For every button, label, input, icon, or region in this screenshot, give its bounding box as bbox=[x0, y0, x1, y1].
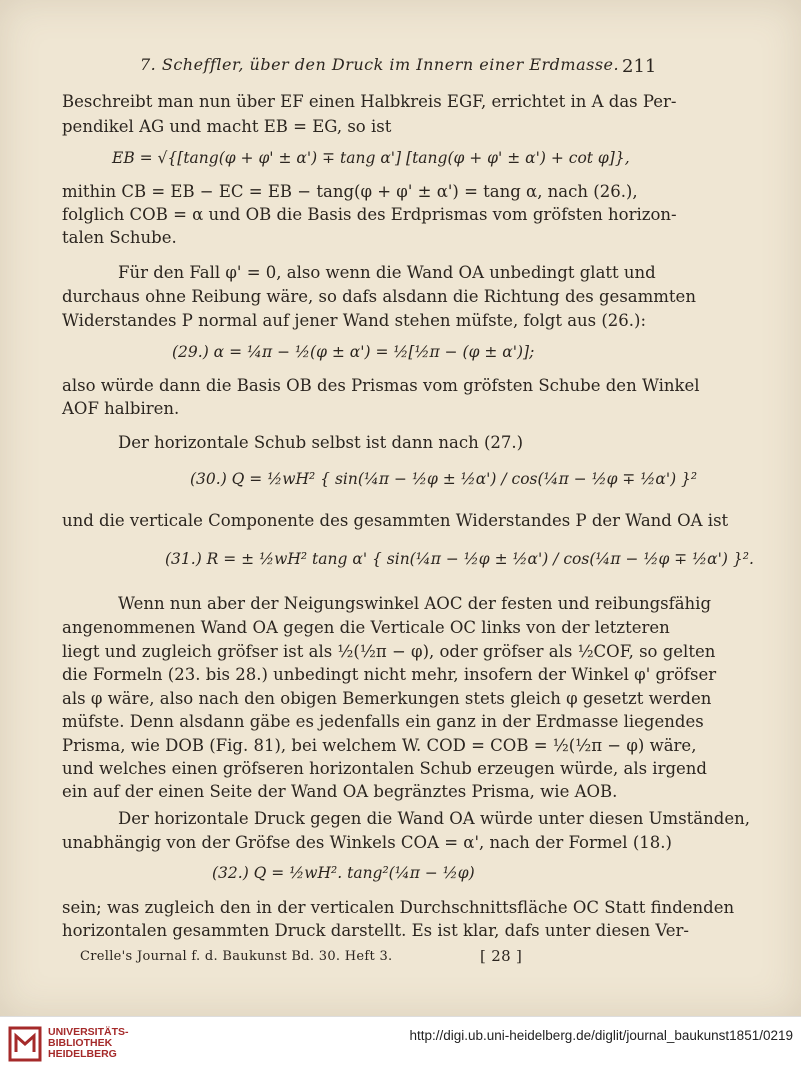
text-line: mithin CB = EB − EC = EB − tang(φ + φ' ± α') = tang α, nach (26.), bbox=[62, 182, 638, 201]
text-line: angenommenen Wand OA gegen die Verticale OC links von der letzteren bbox=[62, 618, 670, 637]
footer-journal: Crelle's Journal f. d. Baukunst Bd. 30. Heft 3. bbox=[80, 949, 393, 964]
equation-32: (32.) Q = ½wH². tang²(¼π − ½φ) bbox=[212, 864, 475, 882]
text-line: Prisma, wie DOB (Fig. 81), bei welchem W. COD = COB = ½(½π − φ) wäre, bbox=[62, 736, 697, 755]
text-line: Für den Fall φ' = 0, also wenn die Wand OA unbedingt glatt und bbox=[118, 263, 656, 282]
equation-30: (30.) Q = ½wH² { sin(¼π − ½φ ± ½α') / cos(¼π − ½φ ∓ ½α') }² bbox=[190, 470, 698, 488]
text-line: Beschreibt man nun über EF einen Halbkreis EGF, errichtet in A das Per- bbox=[62, 92, 677, 111]
text-line: AOF halbiren. bbox=[62, 399, 180, 418]
text-line: durchaus ohne Reibung wäre, so dafs alsdann die Richtung des gesammten bbox=[62, 287, 696, 306]
text-line: und die verticale Componente des gesammten Widerstandes P der Wand OA ist bbox=[62, 511, 729, 530]
text-line: Widerstandes P normal auf jener Wand stehen müfste, folgt aus (26.): bbox=[62, 311, 647, 330]
library-logo-icon bbox=[8, 1024, 44, 1064]
source-url-link[interactable]: http://digi.ub.uni-heidelberg.de/diglit/journal_baukunst1851/0219 bbox=[409, 1028, 793, 1043]
text-line: ein auf der einen Seite der Wand OA begränztes Prisma, wie AOB. bbox=[62, 782, 618, 801]
text-line: horizontalen gesammten Druck darstellt. Es ist klar, dafs unter diesen Ver- bbox=[62, 921, 689, 940]
text-line: folglich COB = α und OB die Basis des Erdprismas vom gröfsten horizon- bbox=[62, 205, 677, 224]
text-line: und welches einen gröfseren horizontalen Schub erzeugen würde, als irgend bbox=[62, 759, 707, 778]
text-line: als φ wäre, also nach den obigen Bemerkungen stets gleich φ gesetzt werden bbox=[62, 689, 712, 708]
text-line: pendikel AG und macht EB = EG, so ist bbox=[62, 117, 392, 136]
library-name: UNIVERSITÄTS- BIBLIOTHEK HEIDELBERG bbox=[48, 1026, 129, 1060]
text-line: müfste. Denn alsdann gäbe es jedenfalls ein ganz in der Erdmasse liegendes bbox=[62, 712, 704, 731]
page-number: 211 bbox=[622, 56, 657, 77]
equation-29: (29.) α = ¼π − ½(φ ± α') = ½[½π − (φ ± α')]; bbox=[172, 343, 535, 361]
running-head: 7. Scheffler, über den Druck im Innern einer Erdmasse. bbox=[140, 55, 620, 74]
text-line: Der horizontale Druck gegen die Wand OA würde unter diesen Umständen, bbox=[118, 809, 750, 828]
formula-eb: EB = √{[tang(φ + φ' ± α') ∓ tang α'] [tang(φ + φ' ± α') + cot φ]}, bbox=[112, 149, 630, 167]
equation-31: (31.) R = ± ½wH² tang α' { sin(¼π − ½φ ± ½α') / cos(¼π − ½φ ∓ ½α') }². bbox=[165, 550, 754, 568]
text-line: sein; was zugleich den in der verticalen Durchschnittsfläche OC Statt findenden bbox=[62, 898, 735, 917]
text-line: unabhängig von der Gröfse des Winkels COA = α', nach der Formel (18.) bbox=[62, 833, 672, 852]
text-line: liegt und zugleich gröfser ist als ½(½π − φ), oder gröfser als ½COF, so gelten bbox=[62, 642, 716, 661]
text-line: die Formeln (23. bis 28.) unbedingt nicht mehr, insofern der Winkel φ' gröfser bbox=[62, 665, 717, 684]
footer-sheet-number: [ 28 ] bbox=[480, 947, 523, 965]
text-line: also würde dann die Basis OB des Prismas vom gröfsten Schube den Winkel bbox=[62, 376, 700, 395]
text-line: talen Schube. bbox=[62, 228, 177, 247]
text-line: Wenn nun aber der Neigungswinkel AOC der festen und reibungsfähig bbox=[118, 594, 712, 613]
text-line: Der horizontale Schub selbst ist dann nach (27.) bbox=[118, 433, 524, 452]
